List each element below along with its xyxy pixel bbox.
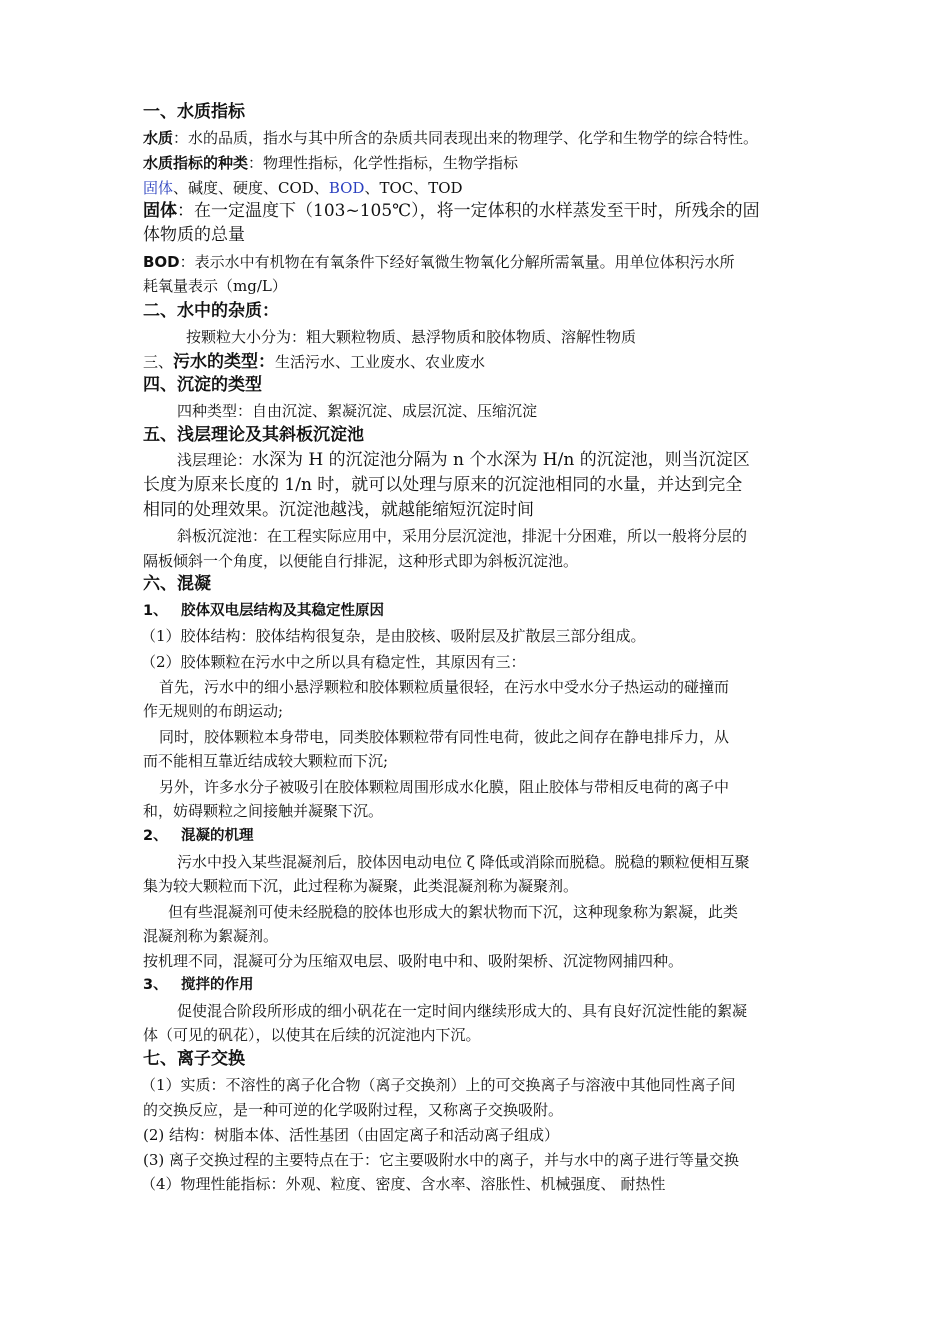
subsection-6-3-title: 3、 搅拌的作用	[143, 977, 254, 993]
section-3-title: 污水的类型：	[173, 352, 276, 372]
section-6-title: 六、混凝	[143, 574, 211, 594]
section-4-text: 四种类型：自由沉淀、絮凝沉淀、成层沉淀、压缩沉淀	[177, 402, 538, 420]
section-4-title: 四、沉淀的类型	[143, 375, 262, 395]
section-7-title: 七、离子交换	[143, 1049, 245, 1069]
section-5-title: 五、浅层理论及其斜板沉淀池	[143, 425, 364, 445]
colloid-structure: （1）胶体结构：胶体结构很复杂，是由胶核、吸附层及扩散层三部分组成。	[141, 627, 646, 645]
reason-3-line-1: 另外，许多水分子被吸引在胶体颗粒周围形成水化膜，阻止胶体与带相反电荷的离子中	[159, 778, 730, 796]
inclined-plate-line-1: 斜板沉淀池：在工程实际应用中，采用分层沉淀池，排泥十分困难，所以一般将分层的	[177, 527, 748, 545]
mechanism-line-3: 但有些混凝剂可使未经脱稳的胶体也形成大的絮状物而下沉，这种现象称为絮凝，此类	[168, 903, 739, 921]
shallow-theory-line-3: 相同的处理效果。沉淀池越浅，就越能缩短沉淀时间	[143, 500, 534, 520]
reason-3-line-2: 和，妨碍颗粒之间接触并凝聚下沉。	[143, 802, 384, 820]
link-bod[interactable]: BOD	[328, 179, 365, 197]
mechanism-line-2: 集为较大颗粒而下沉，此过程称为凝聚，此类混凝剂称为凝聚剂。	[143, 877, 579, 895]
reason-1-line-1: 首先，污水中的细小悬浮颗粒和胶体颗粒质量很轻，在污水中受水分子热运动的碰撞而	[159, 678, 730, 696]
mechanism-line-5: 按机理不同，混凝可分为压缩双电层、吸附电中和、吸附架桥、沉淀物网捕四种。	[143, 952, 684, 970]
reason-1-line-2: 作无规则的布朗运动;	[143, 702, 284, 720]
solids-definition-line-1: 固体：在一定温度下（103~105℃），将一定体积的水样蒸发至干时，所残余的固	[143, 201, 760, 221]
section-2-text: 按颗粒大小分为：粗大颗粒物质、悬浮物质和胶体物质、溶解性物质	[186, 328, 637, 346]
solids-definition-line-2: 体物质的总量	[143, 225, 245, 245]
section-3-line: 三、污水的类型：生活污水、工业废水、农业废水	[143, 352, 486, 372]
indicator-list: 固体、碱度、硬度、COD、BOD、TOC、TOD	[143, 179, 463, 197]
reason-2-line-1: 同时，胶体颗粒本身带电，同类胶体颗粒带有同性电荷，彼此之间存在静电排斥力，从	[159, 728, 730, 746]
link-solids[interactable]: 固体	[143, 179, 174, 197]
subsection-6-1-title: 1、 胶体双电层结构及其稳定性原因	[143, 603, 384, 619]
ion-exchange-features: (3) 离子交换过程的主要特点在于：它主要吸附水中的离子，并与水中的离子进行等量交换	[143, 1151, 740, 1169]
indicator-types: 水质指标的种类：物理性指标，化学性指标，生物学指标	[143, 154, 519, 172]
ion-exchange-essence-line-2: 的交换反应，是一种可逆的化学吸附过程，又称离子交换吸附。	[143, 1101, 564, 1119]
subsection-6-2-title: 2、 混凝的机理	[143, 828, 254, 844]
water-quality-definition: 水质：水的品质，指水与其中所含的杂质共同表现出来的物理学、化学和生物学的综合特性。	[143, 129, 759, 147]
ion-exchange-structure: (2) 结构：树脂本体、活性基团（由固定离子和活动离子组成）	[143, 1126, 560, 1144]
stirring-line-2: 体（可见的矾花），以使其在后续的沉淀池内下沉。	[143, 1026, 481, 1044]
ion-exchange-physical-indicators: （4）物理性能指标：外观、粒度、密度、含水率、溶胀性、机械强度、 耐热性	[141, 1175, 666, 1193]
mechanism-line-1: 污水中投入某些混凝剂后，胶体因电动电位 ζ 降低或消除而脱稳。脱稳的颗粒便相互聚	[177, 853, 750, 871]
shallow-theory-line-2: 长度为原来长度的 1/n 时，就可以处理与原来的沉淀池相同的水量，并达到完全	[143, 475, 743, 495]
bod-definition-line-2: 耗氧量表示（mg/L）	[143, 277, 287, 295]
section-2-title: 二、水中的杂质：	[143, 301, 279, 321]
stirring-line-1: 促使混合阶段所形成的细小矾花在一定时间内继续形成大的、具有良好沉淀性能的絮凝	[177, 1002, 748, 1020]
colloid-stability-reasons: （2）胶体颗粒在污水中之所以具有稳定性，其原因有三：	[141, 653, 526, 671]
reason-2-line-2: 而不能相互靠近结成较大颗粒而下沉;	[143, 752, 389, 770]
mechanism-line-4: 混凝剂称为絮凝剂。	[143, 927, 279, 945]
inclined-plate-line-2: 隔板倾斜一个角度，以便能自行排泥，这种形式即为斜板沉淀池。	[143, 552, 579, 570]
section-1-title: 一、水质指标	[143, 102, 245, 122]
ion-exchange-essence-line-1: （1）实质：不溶性的离子化合物（离子交换剂）上的可交换离子与溶液中其他同性离子间	[141, 1076, 736, 1094]
bod-definition-line-1: BOD：表示水中有机物在有氧条件下经好氧微生物氧化分解所需氧量。用单位体积污水所	[143, 253, 735, 271]
shallow-theory-line-1: 浅层理论：水深为 H 的沉淀池分隔为 n 个水深为 H/n 的沉淀池，则当沉淀区	[177, 450, 750, 470]
